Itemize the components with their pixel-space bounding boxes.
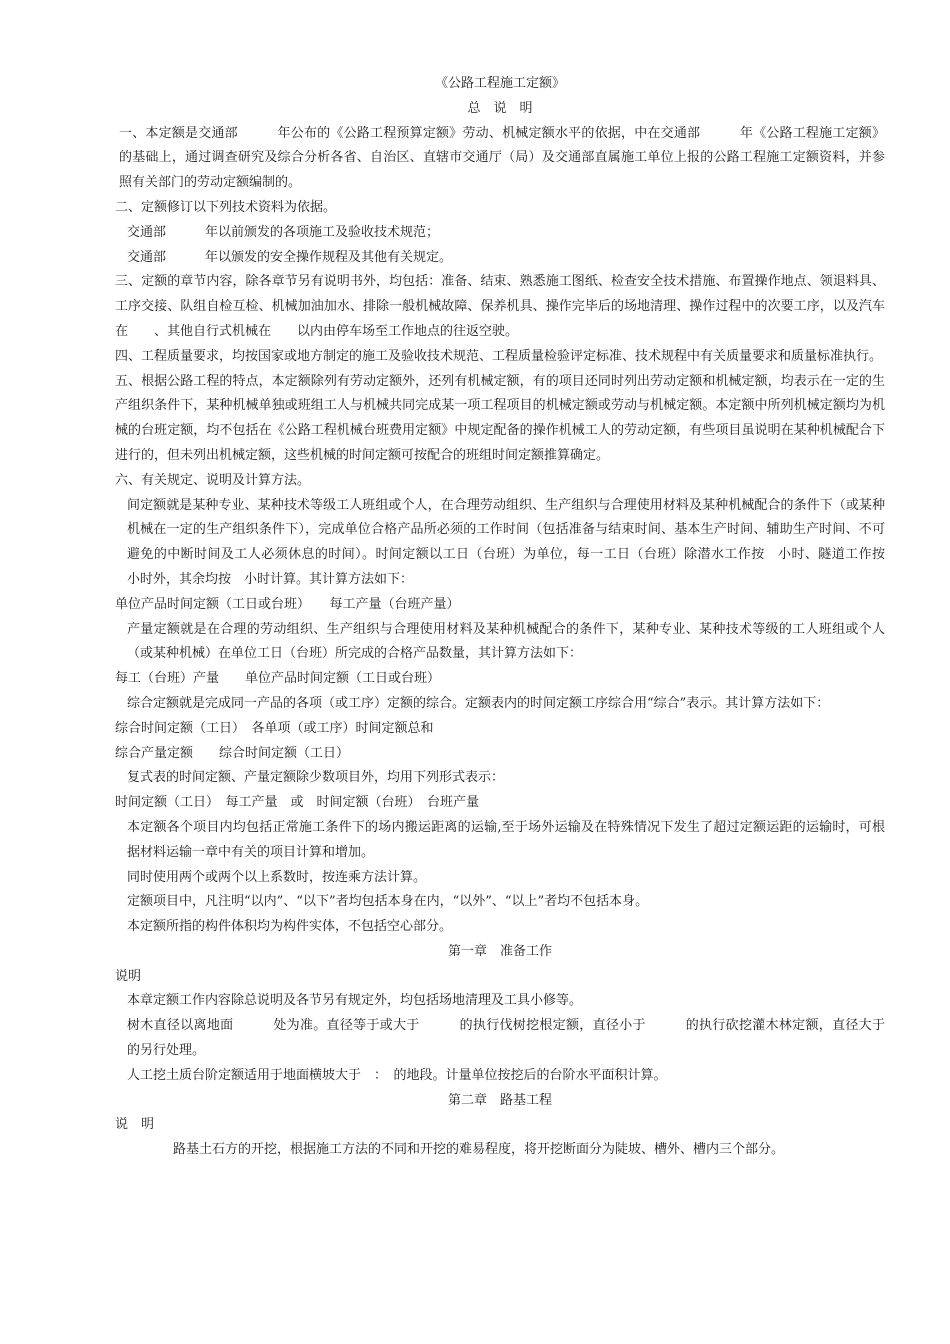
- formula-5: 时间定额（工日） 每工产量 或 时间定额（台班） 台班产量: [115, 795, 480, 811]
- paragraph-4: 四、工程质量要求，均按国家或地方制定的施工及验收技术规范、工程质量检验评定标准、技术规程中有关质量要求和质量标准执行。: [115, 348, 883, 364]
- chapter1-title: 第一章 准备工作: [447, 943, 552, 959]
- formula-1: 单位产品时间定额（工日或台班） 每工产量（台班产量）: [115, 596, 460, 612]
- paragraph-combined-quota: 综合定额就是完成同一产品的各项（或工序）定额的综合。定额表内的时间定额工序综合用“综合”表示。其计算方法如下：: [127, 695, 830, 711]
- paragraph-time-quota: 间定额就是某种专业、某种技术等级工人班组或个人，在合理劳动组织、生产组织与合理使用材料及某种机械配合的条件下（或某种机械在一定的生产组织条件下），完成单位合格产品所必须的工作时间（包括准备与结束时间、基本生产时间、辅助生产时间、不可避免的中断时间及工人必须休息的时间）。时间定额以工日（台班）为单位，每一工日（台班）除潜水工作按 小时、隧道工作按 小时外，其余均按 小时计算。其计算方法如下：: [127, 497, 899, 587]
- formula-3: 综合时间定额（工日） 各单项（或工序）时间定额总和: [115, 720, 434, 736]
- document-page: [115, 72, 925, 1163]
- paragraph-volume: 本定额所指的构件体积均为构件实体，不包括空心部分。: [127, 919, 453, 935]
- paragraph-compound-table: 复式表的时间定额、产量定额除少数项目外，均用下列形式表示：: [127, 770, 505, 786]
- paragraph-output-quota: 产量定额就是在合理的劳动组织、生产组织与合理使用材料及某种机械配合的条件下，某种专业、某种技术等级的工人班组或个人（或某种机械）在单位工日（台班）所完成的合格产品数量，其计算方法如下：: [127, 621, 885, 662]
- chapter2-title: 第二章 路基工程: [447, 1092, 552, 1108]
- paragraph-2a: 交通部 年以前颁发的各项施工及验收技术规范；: [127, 224, 440, 240]
- paragraph-coefficients: 同时使用两个或两个以上系数时，按连乘方法计算。: [127, 869, 427, 885]
- formula-4: 综合产量定额 综合时间定额（工日）: [115, 745, 350, 761]
- paragraph-5: 五、根据公路工程的特点，本定额除列有劳动定额外，还列有机械定额，有的项目还同时列出劳动定额和机械定额，均表示在一定的生产组织条件下，某种机械单独或班组工人与机械共同完成某一项工程项目的机械定额或劳动与机械定额。本定额中所列机械定额均为机械的台班定额，均不包括在《公路工程机械台班费用定额》中规定配备的操作机械工人的劳动定额，有些项目虽说明在某种机械配合下进行的，但未列出机械定额，这些机械的时间定额可按配合的班组时间定额推算确定。: [115, 373, 885, 463]
- paragraph-2b: 交通部 年以颁发的安全操作规程及其他有关规定。: [127, 249, 453, 265]
- paragraph-inclusive: 定额项目中，凡注明“以内”、“以下”者均包括本身在内，“以外”、“以上”者均不包括本身。: [127, 894, 649, 910]
- chapter2-label: 说 明: [115, 1117, 155, 1133]
- chapter1-paragraph-2: 树木直径以离地面 处为准。直径等于或大于 的执行伐树挖根定额，直径小于 的执行砍挖灌木林定额，直径大于 的另行处理。: [127, 1018, 925, 1059]
- chapter1-label: 说明: [115, 968, 142, 984]
- chapter1-paragraph-3: 人工挖土质台阶定额适用于地面横坡大于 ： 的地段。计量单位按挖后的台阶水平面积计算。: [127, 1067, 667, 1083]
- chapter1-paragraph-1: 本章定额工作内容除总说明及各节另有规定外，均包括场地清理及工具小修等。: [127, 993, 583, 1009]
- chapter2-paragraph-1: 路基土石方的开挖，根据施工方法的不同和开挖的难易程度，将开挖断面分为陡坡、槽外、槽内三个部分。: [173, 1142, 785, 1158]
- document-title: 《公路工程施工定额》: [434, 76, 565, 91]
- paragraph-1: 一、本定额是交通部 年公布的《公路工程预算定额》劳动、机械定额水平的依据，中在交通部 年《公路工程施工定额》的基础上，通过调查研究及综合分析各省、自治区、直辖市交通厅（局）及交通部直属施工单位上报的公路工程施工定额资料，并参照有关部门的劳动定额编制的。: [119, 125, 885, 191]
- paragraph-6: 六、有关规定、说明及计算方法。: [115, 472, 311, 488]
- section-heading: 总 说 明: [467, 100, 533, 116]
- paragraph-transport: 本定额各个项目内均包括正常施工条件下的场内搬运距离的运输,至于场外运输及在特殊情况下发生了超过定额运距的运输时，可根据材料运输一章中有关的项目计算和增加。: [127, 819, 885, 860]
- paragraph-3: 三、定额的章节内容，除各章节另有说明书外，均包括：准备、结束、熟悉施工图纸、检查安全技术措施、布置操作地点、领退料具、工序交接、队组自检互检、机械加油加水、排除一般机械故障、保养机具、操作完毕后的场地清理、操作过程中的次要工序，以及汽车在 、其他自行式机械在 以内由停车场至工作地点的往返空驶。: [115, 274, 885, 339]
- paragraph-2: 二、定额修订以下列技术资料为依据。: [115, 199, 337, 215]
- formula-2: 每工（台班）产量 单位产品时间定额（工日或台班）: [115, 671, 441, 687]
